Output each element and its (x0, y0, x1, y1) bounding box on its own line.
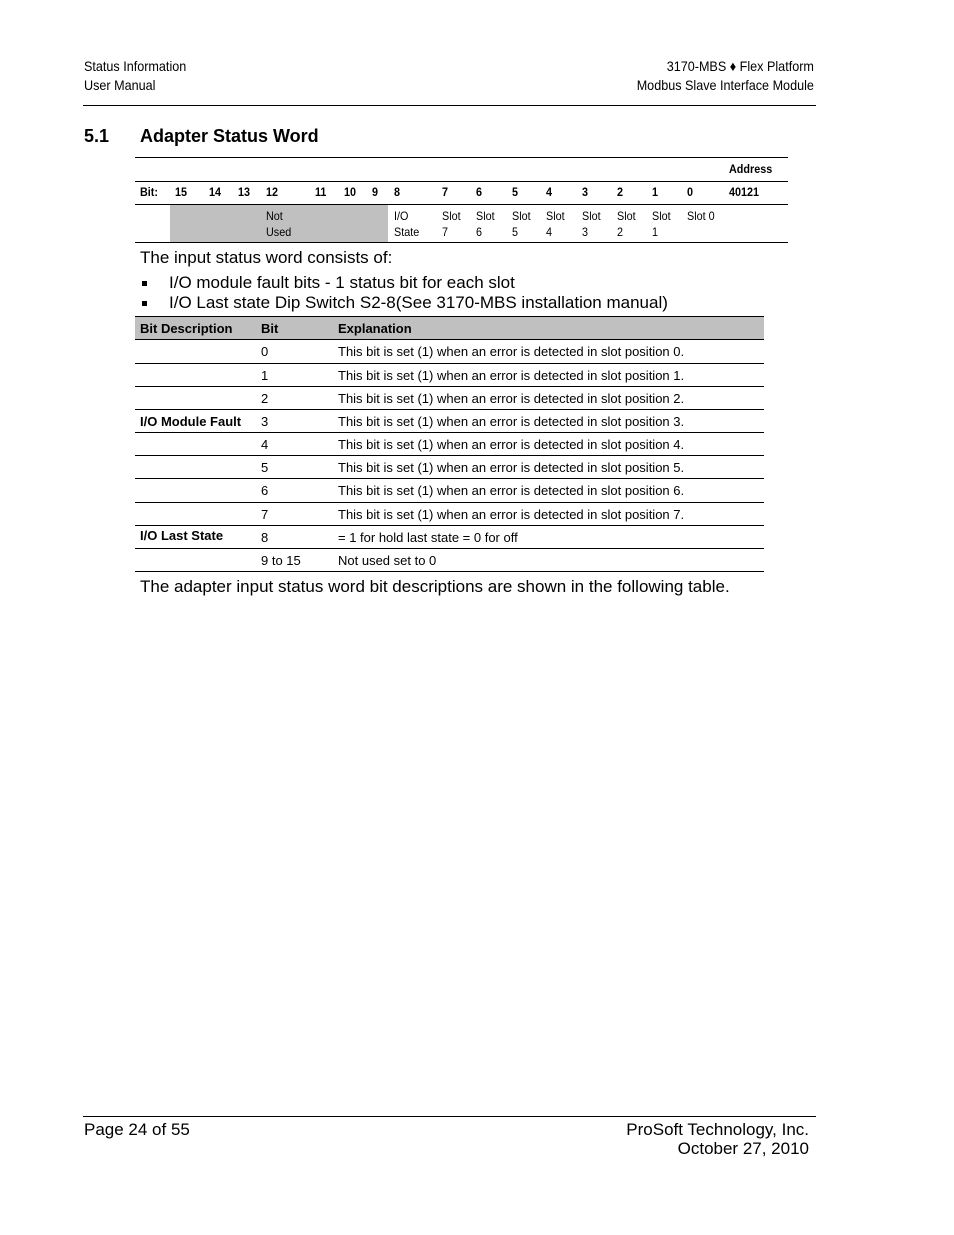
list-item-text: I/O Last state Dip Switch S2-8(See 3170-MBS installation manual) (169, 293, 668, 312)
io-state-label (394, 208, 419, 240)
explanation-cell: = 1 for hold last state = 0 for off (338, 530, 518, 545)
table-row (135, 340, 764, 364)
header-right (637, 57, 814, 95)
company-name: ProSoft Technology, Inc. (626, 1120, 809, 1139)
footer-right (626, 1120, 809, 1158)
bit-number: 3 (582, 185, 589, 199)
bit-cell: 8 (261, 530, 269, 545)
address-label: Address (729, 162, 773, 176)
bit-cell: 0 (261, 344, 269, 359)
bit-map-table (135, 157, 788, 244)
bit-cell: 2 (261, 391, 269, 406)
not-used-label (266, 208, 291, 240)
slot-label (617, 208, 636, 240)
bit-cell: 1 (261, 368, 269, 383)
slot-number: 1 (652, 225, 659, 239)
slot-label (442, 208, 461, 240)
bit-map-bottom-rule (135, 242, 788, 243)
slot-number: 4 (546, 225, 553, 239)
bit-cell: 5 (261, 460, 269, 475)
list-item-text: I/O module fault bits - 1 status bit for each slot (169, 273, 515, 292)
table-row (135, 456, 764, 479)
column-header-bit-description: Bit Description (140, 321, 233, 336)
bit-map-rule (135, 181, 788, 182)
page-number: Page 24 of 55 (84, 1120, 190, 1139)
bit-number: 8 (394, 185, 401, 199)
slot-word: Slot (512, 209, 531, 223)
slot-word: Slot (652, 209, 671, 223)
explanation-cell: This bit is set (1) when an error is detected in slot position 0. (338, 344, 685, 359)
table-row (135, 410, 764, 433)
slot-number: 2 (617, 225, 624, 239)
column-header-explanation: Explanation (338, 321, 412, 336)
slot-number: 5 (512, 225, 519, 239)
bit-number: 15 (175, 185, 188, 199)
table-row (135, 526, 764, 549)
slot-number: 6 (476, 225, 483, 239)
io-state-line: State (394, 225, 420, 239)
table-row (135, 364, 764, 387)
bit-cell: 9 to 15 (261, 553, 301, 568)
table-row (135, 503, 764, 526)
address-value: 40121 (729, 185, 760, 199)
slot-0-label: Slot 0 (687, 209, 715, 223)
header-doc-type: User Manual (84, 77, 156, 93)
bullet-list (140, 273, 668, 313)
bit-number: 14 (209, 185, 222, 199)
bit-number: 7 (442, 185, 449, 199)
bit-label: Bit: (140, 185, 158, 199)
bit-description-cell: I/O Module Fault (140, 414, 242, 429)
table-row (135, 433, 764, 456)
bit-number: 6 (476, 185, 483, 199)
list-item (140, 273, 668, 293)
table-row (135, 549, 764, 572)
slot-number: 7 (442, 225, 449, 239)
explanation-cell: This bit is set (1) when an error is detected in slot position 3. (338, 414, 685, 429)
bit-cell: 3 (261, 414, 269, 429)
slot-word: Slot (546, 209, 565, 223)
header-left (84, 57, 186, 95)
slot-label (652, 208, 671, 240)
column-header-bit: Bit (261, 321, 279, 336)
bullet-square-icon (142, 301, 147, 306)
not-used-line: Not (266, 209, 283, 223)
bit-number: 2 (617, 185, 624, 199)
explanation-cell: This bit is set (1) when an error is detected in slot position 6. (338, 483, 685, 498)
section-title: Adapter Status Word (140, 126, 319, 146)
bullet-square-icon (142, 281, 147, 286)
explanation-cell: This bit is set (1) when an error is detected in slot position 4. (338, 437, 685, 452)
table-row (135, 479, 764, 503)
slot-label (512, 208, 531, 240)
explanation-cell: This bit is set (1) when an error is detected in slot position 2. (338, 391, 685, 406)
list-item (140, 293, 668, 313)
section-number: 5.1 (84, 126, 110, 146)
slot-label (476, 208, 495, 240)
header-product: 3170-MBS ♦ Flex Platform (666, 58, 814, 74)
slot-word: Slot (476, 209, 495, 223)
bit-number: 5 (512, 185, 519, 199)
bit-map-top-rule (135, 157, 788, 158)
slot-word: Slot (582, 209, 601, 223)
explanation-cell: This bit is set (1) when an error is detected in slot position 1. (338, 368, 685, 383)
bit-cell: 6 (261, 483, 269, 498)
table-row (135, 387, 764, 410)
footer-divider (83, 1116, 816, 1117)
bit-number: 4 (546, 185, 553, 199)
header-product-desc: Modbus Slave Interface Module (636, 77, 814, 93)
table-header-row (135, 316, 764, 340)
bit-number: 13 (238, 185, 251, 199)
slot-label (582, 208, 601, 240)
bit-cell: 7 (261, 507, 269, 522)
io-state-line: I/O (394, 209, 409, 223)
slot-word: Slot (617, 209, 636, 223)
explanation-cell: Not used set to 0 (338, 553, 437, 568)
closing-paragraph: The adapter input status word bit descriptions are shown in the following table. (140, 577, 730, 596)
bit-number-row (135, 185, 788, 201)
bit-number: 9 (372, 185, 379, 199)
bit-number: 10 (344, 185, 357, 199)
header-section-name: Status Information (84, 58, 187, 74)
publication-date: October 27, 2010 (677, 1139, 809, 1158)
section-heading (84, 126, 319, 147)
bit-cell: 4 (261, 437, 269, 452)
intro-paragraph: The input status word consists of: (140, 248, 393, 267)
bit-number: 12 (266, 185, 279, 199)
explanation-cell: This bit is set (1) when an error is detected in slot position 7. (338, 507, 685, 522)
not-used-line: Used (266, 225, 292, 239)
slot-word: Slot (442, 209, 461, 223)
slot-number: 3 (582, 225, 589, 239)
bit-number: 11 (315, 185, 327, 199)
explanation-cell: This bit is set (1) when an error is detected in slot position 5. (338, 460, 685, 475)
bit-number: 0 (687, 185, 694, 199)
bit-description-table (135, 316, 764, 572)
header-divider (83, 105, 816, 106)
slot-label (546, 208, 565, 240)
bit-number: 1 (652, 185, 659, 199)
bit-description-cell: I/O Last State (140, 528, 224, 543)
